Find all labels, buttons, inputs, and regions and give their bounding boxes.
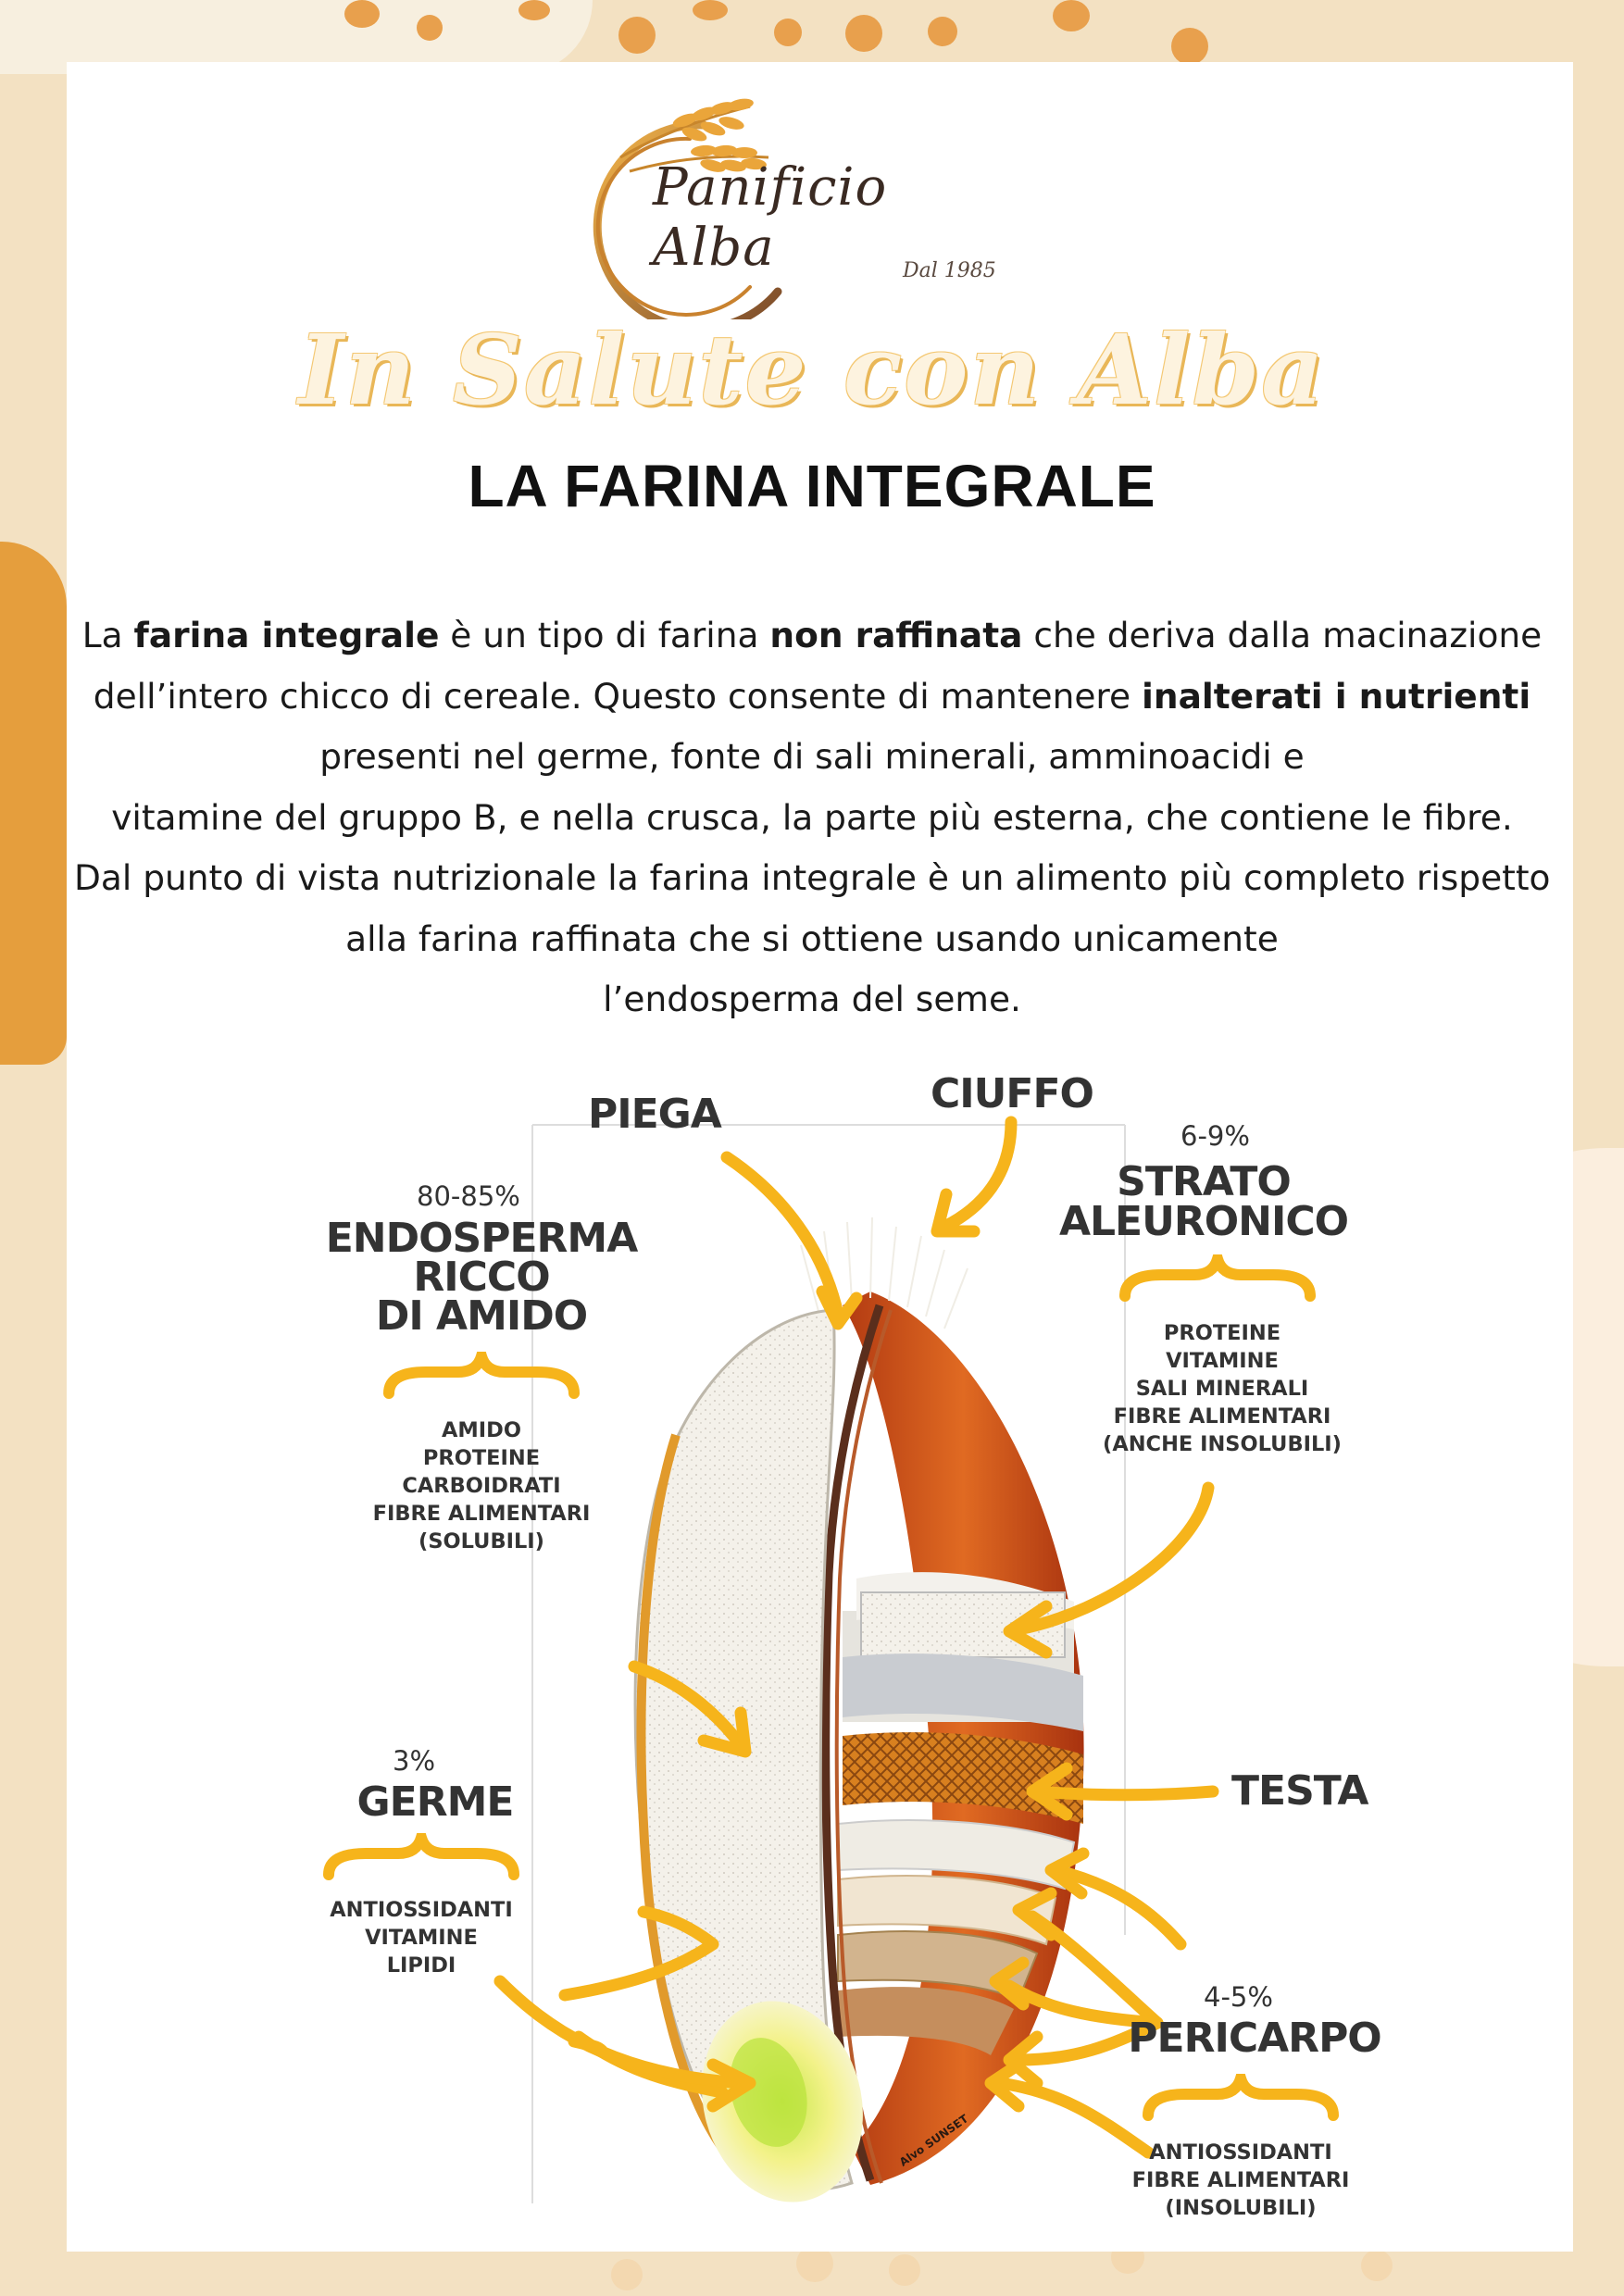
pericarpo-item: ANTIOSSIDANTI	[1149, 2140, 1332, 2165]
decor-dot	[845, 15, 882, 52]
endosperma-item: CARBOIDRATI	[402, 1474, 561, 1498]
decor-dot	[928, 17, 957, 46]
aleuronico-item: SALI MINERALI	[1135, 1377, 1309, 1401]
endosperma-item: FIBRE ALIMENTARI	[372, 1502, 591, 1526]
decor-dot	[518, 0, 550, 20]
intro-line	[74, 667, 1550, 728]
endosperma-pct: 80-85%	[417, 1180, 520, 1212]
pericarpo-item: (INSOLUBILI)	[1165, 2196, 1317, 2220]
decor-dot	[693, 0, 728, 20]
brace-icon	[319, 1833, 523, 1889]
germe-item: VITAMINE	[365, 1926, 478, 1950]
germe-item: LIPIDI	[386, 1953, 456, 1978]
intro-line: presenti nel germe, fonte di sali minerali, amminoacidi e	[319, 736, 1305, 777]
intro-line: Dal punto di vista nutrizionale la farina integrale è un alimento più completo rispetto	[74, 857, 1551, 898]
bold-text: inalterati i nutrienti	[1142, 675, 1531, 717]
decor-dot	[618, 17, 656, 54]
decor-dot	[774, 19, 802, 46]
text: dell’intero chicco di cereale. Questo consente di mantenere	[93, 675, 1143, 717]
decor-dot	[611, 2259, 643, 2290]
germe-item: ANTIOSSIDANTI	[330, 1898, 513, 1922]
decor-dot	[1171, 28, 1208, 65]
intro-line	[74, 605, 1550, 667]
aleuronico-title-1: STRATO	[1117, 1158, 1291, 1205]
label-ciuffo: CIUFFO	[931, 1070, 1093, 1117]
pericarpo-title: PERICARPO	[1128, 2015, 1381, 2062]
bold-text: farina integrale	[133, 615, 440, 655]
bg-orange-band	[0, 542, 67, 1065]
decor-dot	[1053, 0, 1090, 31]
intro-line: vitamine del gruppo B, e nella crusca, la parte più esterna, che contiene le fibre.	[111, 796, 1513, 838]
endosperma-title-2: RICCO	[413, 1254, 550, 1301]
brace-icon	[380, 1352, 583, 1407]
intro-paragraph	[74, 605, 1550, 1030]
label-testa: TESTA	[1231, 1767, 1368, 1815]
germe-pct: 3%	[393, 1745, 436, 1777]
label-piega: PIEGA	[588, 1091, 721, 1138]
brand-name: Panificio Alba	[653, 157, 888, 278]
page-title: LA FARINA INTEGRALE	[468, 453, 1156, 519]
aleuronico-item: PROTEINE	[1163, 1321, 1281, 1345]
decor-dot	[889, 2254, 920, 2286]
grain-diagram	[278, 1055, 1444, 2231]
intro-line: l’endosperma del seme.	[603, 979, 1021, 1019]
text: che deriva dalla macinazione	[1022, 615, 1543, 655]
script-title: In Salute con Alba	[298, 313, 1326, 427]
aleuronico-item: (ANCHE INSOLUBILI)	[1103, 1432, 1342, 1456]
brand-since: Dal 1985	[903, 259, 996, 282]
endosperma-item: AMIDO	[442, 1418, 521, 1442]
germe-title: GERME	[356, 1778, 514, 1826]
decor-dot	[1361, 2250, 1393, 2281]
aleuronico-pct: 6-9%	[1181, 1120, 1250, 1152]
decor-dot	[417, 15, 443, 41]
endosperma-item: PROTEINE	[422, 1446, 541, 1470]
pericarpo-pct: 4-5%	[1204, 1981, 1273, 2013]
brace-icon	[1116, 1254, 1319, 1310]
brace-icon	[1139, 2074, 1343, 2129]
intro-line: alla farina raffinata che si ottiene usando unicamente	[345, 917, 1279, 959]
brand-logo	[565, 69, 1018, 319]
aleuronico-title-2: ALEURONICO	[1058, 1198, 1349, 1245]
endosperma-item: (SOLUBILI)	[418, 1529, 544, 1554]
endosperma-title-3: DI AMIDO	[375, 1292, 588, 1340]
decor-dot	[344, 0, 380, 28]
bold-text: non raffinata	[769, 615, 1023, 655]
endosperma-title-1: ENDOSPERMA	[325, 1215, 638, 1262]
aleuronico-item: VITAMINE	[1166, 1349, 1279, 1373]
text: La	[81, 615, 134, 655]
pericarpo-item: FIBRE ALIMENTARI	[1131, 2168, 1350, 2192]
illustration-credit: Alvo SUNSET	[896, 2112, 971, 2169]
aleuronico-item: FIBRE ALIMENTARI	[1113, 1404, 1331, 1429]
text: è un tipo di farina	[439, 615, 770, 655]
